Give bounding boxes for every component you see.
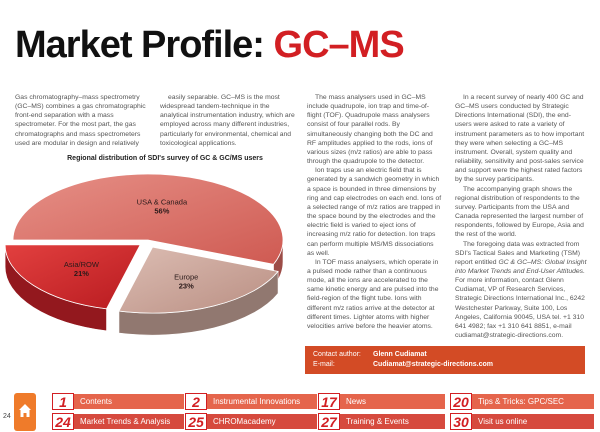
contact-box <box>305 346 585 374</box>
text-column-1 <box>15 93 150 148</box>
nav-item-market-trends[interactable] <box>52 413 184 430</box>
report-title: GC & GC–MS: Global Insight into Market Trends and End-User Attitudes. <box>455 258 587 275</box>
paragraph: In TOF mass analysers, which operate in a pulsed mode rather than a continuous mode, all the ions are accelerated to the same kinetic energy and are pulsed into the field-region of the flight tube. Ions with different m/z ratios arrive at the detector at different times. Lighter atoms with higher velocities arrive before the heavier atoms. <box>307 258 439 330</box>
paragraph: easily separable. GC–MS is the most widespread tandem-technique in the analytical instrumentation industry, which are employed across many different industries, particularly for environmental, chemical and toxicological applications. <box>160 94 295 147</box>
text-column-2 <box>160 93 295 148</box>
pie-chart <box>0 162 300 397</box>
paragraph: Gas chromatography–mass spectrometry (GC–MS) combines a gas chromatographic front-end separation with a mass spectrometer. For the most part, the gas chromatographs and mass spectrometers used are modular in design and relatively <box>15 94 146 147</box>
home-icon <box>18 403 32 419</box>
nav-label: Training & Events <box>340 414 445 429</box>
contact-author-label: Contact author: <box>313 351 361 358</box>
nav-item-news[interactable] <box>318 393 445 410</box>
nav-label: News <box>340 394 445 409</box>
nav-item-contents[interactable] <box>52 393 184 410</box>
nav-label: Contents <box>74 394 184 409</box>
title-prefix: Market Profile: <box>15 24 274 66</box>
pie-label-usa-canada: USA & Canada <box>136 197 188 207</box>
page-title <box>15 26 404 64</box>
text-column-4 <box>455 93 587 340</box>
pie-value-europe: 23% <box>178 281 194 291</box>
nav-number: 25 <box>185 413 207 430</box>
pie-label-asia-row: Asia/ROW <box>63 260 99 270</box>
nav-item-chromacademy[interactable] <box>185 413 317 430</box>
contact-email-label: E-mail: <box>313 361 335 368</box>
nav-label: Market Trends & Analysis <box>74 414 184 429</box>
nav-label: CHROMacademy <box>207 414 317 429</box>
nav-label: Instrumental Innovations <box>207 394 317 409</box>
pie-value-usa-canada: 56% <box>154 206 170 216</box>
nav-item-visit-online[interactable] <box>450 413 594 430</box>
contact-author-name: Glenn Cudiamat <box>373 351 427 358</box>
paragraph <box>455 240 587 341</box>
nav-item-tips-tricks[interactable] <box>450 393 594 410</box>
title-topic: GC–MS <box>273 24 404 66</box>
nav-number: 2 <box>185 393 207 410</box>
contact-email-row <box>313 360 577 370</box>
pie-value-asia-row: 21% <box>73 269 89 279</box>
text-column-3 <box>307 93 442 331</box>
pie-label-europe: Europe <box>174 272 199 282</box>
nav-number: 1 <box>52 393 74 410</box>
nav-label: Visit us online <box>472 414 594 429</box>
pie-tops <box>5 174 283 313</box>
contact-author-row <box>313 350 577 360</box>
nav-item-training-events[interactable] <box>318 413 445 430</box>
paragraph: In a recent survey of nearly 400 GC and GC–MS users conducted by Strategic Directions International (SDI), the end-users were asked to rate a variety of instrument parameters as to how important they were when selecting a GC–MS instrument. Overall, system quality and reliability, sensitivity and post-sales service and support were the highest rated factors by the survey participants. <box>455 94 585 184</box>
nav-label: Tips & Tricks: GPC/SEC <box>472 394 594 409</box>
nav-number: 30 <box>450 413 472 430</box>
page-number: 24 <box>3 413 11 420</box>
contact-email-link[interactable]: Cudiamat@strategic-directions.com <box>373 361 494 368</box>
text-span: For more information, contact Glenn Cudiamat, VP of Research Services, Strategic Directions International Inc., 6242 Westchester Parkway, Suite 100, Los Angeles, California 90045, USA tel. +1 310 641 4982; fax +1 310 641 8851, e-mail cudiamat@strategic-directions.com. <box>455 277 585 340</box>
paragraph: The accompanying graph shows the regional distribution of respondents to the survey. Participants from the USA and Canada represented the largest number of respondents, followed by Europe, Asia and the rest of the world. <box>455 185 584 239</box>
text-span: The foregoing data was extracted from SDI's Tactical Sales and Marketing (TSM) report entitled <box>455 240 581 266</box>
paragraph: Ion traps use an electric field that is generated by a sandwich geometry in which a space is bounded in three dimensions by ring and cap electrodes on each end. Ions of a selected range of m/z ratios are trapped in the space bound by the electrodes and the electric field is varied to eject ions of increasing m/z ratio for detection. Ion traps can perform multiple MS/MS dissociations as well. <box>307 167 442 257</box>
nav-number: 24 <box>52 413 74 430</box>
chart-title: Regional distribution of SDI's survey of GC & GC/MS users <box>67 155 263 162</box>
paragraph: The mass analysers used in GC–MS include quadrupole, ion trap and time-of-flight (TOF). Quadrupole mass analysers consist of four parallel rods. By simultaneously changing both the DC and RF amplitudes applied to the rods, ions of various sizes (m/z ratios) are able to pass through the quadrupole to the detector. <box>307 94 433 166</box>
nav-number: 17 <box>318 393 340 410</box>
nav-item-instrumental-innovations[interactable] <box>185 393 317 410</box>
nav-number: 20 <box>450 393 472 410</box>
nav-number: 27 <box>318 413 340 430</box>
